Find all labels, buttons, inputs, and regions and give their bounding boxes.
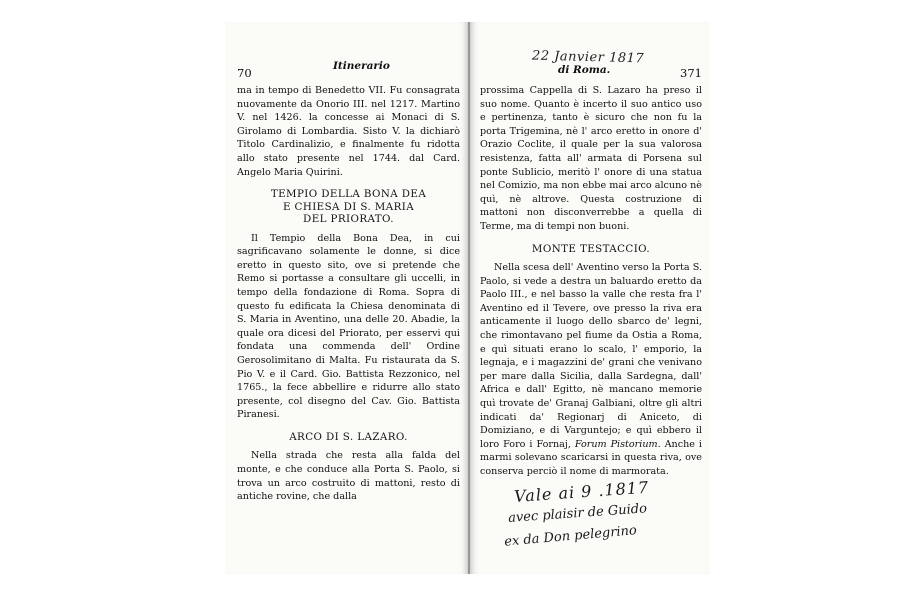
lazaro-heading: ARCO DI S. LAZARO.: [289, 430, 408, 443]
bona-dea-paragraph: Il Tempio della Bona Dea, in cui sagrificavano solamente le donne, si dice eretto in questo sito, ove si pretende che Remo si portasse a consultare gli uccelli, in tempo della fondazione di Roma. Sopra di questo fu edificata la Chiesa denominata di S. Maria in Aventino, una delle 20. Abadie, la quale ora dicesi del Priorato, per esservi qui fondata una commenda dell' Ordine Gerosolimitano di Malta. Fu ristaurata da S. Pio V. e il Card. Gio. Battista Rezzonico, nel 1765., la fece abbellire e ridurre allo stato presente, col disegno del Cav. Gio. Battista Piranesi.: [237, 232, 460, 421]
bona-dea-heading-line-3: DEL PRIORATO.: [303, 213, 394, 226]
forum-pistorium-italic: Forum Pistorium: [574, 438, 658, 450]
bona-dea-heading-line-1: TEMPIO DELLA BONA DEA: [270, 188, 427, 201]
testaccio-text: Nella scesa dell' Aventino verso la Porta S. Paolo, si vede a destra un baluardo eretto da Paolo III., e nel basso la valle che resta fra l' Aventino ed il Tevere, ove presso la riva era anticamente il luogo dello sbarco de' legni, che rimontavano pel fiume da Ostia a Roma, e quì situati erano lo scalo, l' emporio, la legnaja, e i magazzini de' grani che venivano per mare dalla Sicilia, dalla Sardegna, dall' Africa e dall' Egitto, nè mancano memorie quì trovate de' Granaj Galbiani, oltre gli altri indicati da' Regionarj di Aniceto, di Domiziano, e di Varguntejo; e quì ebbero il loro Foro i Fornaj,: [480, 262, 702, 450]
lazaro-paragraph: Nella strada che resta alla falda del monte, e che conduce alla Porta S. Paolo, si trova un arco costruito di mattoni, resto di antiche rovine, che dalla: [237, 450, 460, 503]
left-page: [225, 22, 468, 574]
right-page: [470, 22, 710, 574]
handwritten-note-line-1: Vale ai 9 .1817: [513, 477, 650, 506]
handwritten-date: 22 Janvier 1817: [531, 48, 645, 67]
left-running-title: Itinerario: [333, 60, 390, 72]
left-running-head: [237, 58, 460, 84]
right-running-title: di Roma.: [558, 64, 611, 76]
left-page-number: 70: [237, 66, 252, 80]
right-intro-paragraph: prossima Cappella di S. Lazaro ha preso il suo nome. Quanto è incerto il suo antico uso e pertinenza, tanto è sicuro che non fu la porta Trigemina, nè l' arco eretto in onore d' Orazio Coclite, il quale per la sua valorosa resistenza, fatta all' armata di Porsena sul ponte Sublicio, meritò l' onore di una statua nel Comizio, ma non ebbe mai arco alcuno nè quì, nè altrove. Questa costruzione di mattoni non disconverrebbe a quella di Terme, ma di tempi non buoni.: [480, 85, 702, 232]
bona-dea-heading: [237, 188, 460, 226]
right-running-head: [480, 58, 702, 84]
testaccio-text-end: . Anche i marmi solevano scaricarsi in questa riva, ove conserva perciò il nome di marmorata.: [480, 438, 703, 477]
testaccio-paragraph: [480, 261, 702, 479]
left-intro-paragraph: ma in tempo di Benedetto VII. Fu consagrata nuovamente da Onorio III. nel 1217. Martino V. nel 1426. la concesse ai Monaci di S. Girolamo di Lombardia. Sisto V. la dichiarò Titolo Cardinalizio, e finalmente fu ridotta allo stato presente nel 1744. dal Card. Angelo Maria Quirini.: [237, 85, 460, 178]
bona-dea-heading-line-2: E CHIESA DI S. MARIA: [282, 200, 415, 213]
right-page-number: 371: [680, 66, 702, 80]
handwritten-note-line-3: ex da Don pelegrino: [503, 523, 638, 550]
testaccio-heading: MONTE TESTACCIO.: [531, 242, 651, 255]
handwritten-note-line-2: avec plaisir de Guido: [507, 501, 648, 526]
